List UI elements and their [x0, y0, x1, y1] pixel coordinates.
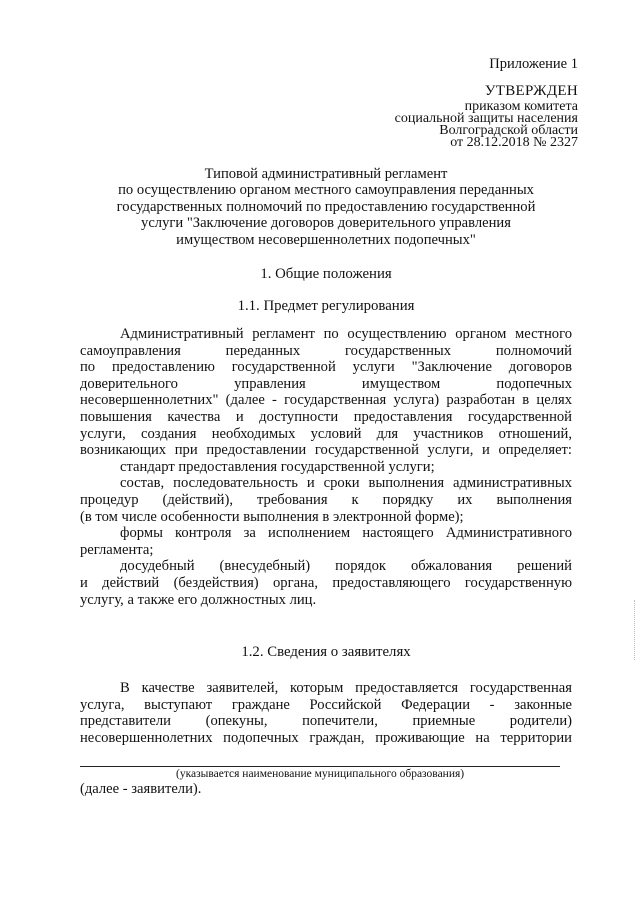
text-line: по предоставлению государственной услуги "Заключение договоров	[80, 359, 572, 376]
text-line: услугу, а также его должностных лиц.	[80, 591, 317, 608]
paragraph-subject	[80, 326, 572, 608]
document-title	[96, 166, 556, 248]
title-line: по осуществлению органом местного самоуправления переданных	[118, 182, 534, 199]
text-line: доверительного управления имуществом подопечных	[80, 375, 572, 392]
text-line: формы контроля за исполнением настоящего Административного	[120, 525, 572, 542]
text-line: услуга, выступают граждане Российской Федерации - законные	[80, 696, 572, 713]
text-line: состав, последовательность и сроки выполнения административных	[120, 475, 572, 492]
text-line: (в том числе особенности выполнения в электронной форме);	[80, 508, 464, 525]
approval-line-3: Волгоградской области	[439, 123, 578, 138]
text-line: повышения качества и доступности предоставления государственной	[80, 408, 572, 425]
title-line: государственных полномочий по предоставлению государственной	[116, 198, 536, 215]
fill-in-underline	[80, 766, 560, 767]
title-line: услуги "Заключение договоров доверительного управления	[141, 215, 511, 232]
title-line: имуществом несовершеннолетних подопечных"	[176, 231, 476, 248]
title-line: Типовой административный регламент	[204, 166, 448, 182]
paragraph-applicants	[80, 680, 572, 746]
approved-stamp-text: УТВЕРЖДЕН	[484, 83, 578, 99]
approval-line-2: социальной защиты населения	[394, 111, 578, 126]
text-line: и действий (бездействия) органа, предоставляющего государственную	[80, 574, 572, 591]
text-line: самоуправления переданных государственных полномочий	[80, 342, 572, 359]
section-1-2-heading: 1.2. Сведения о заявителях	[241, 644, 411, 660]
approval-line-4: от 28.12.2018 № 2327	[450, 135, 578, 150]
text-line: досудебный (внесудебный) порядок обжалования решений	[120, 558, 572, 575]
text-line: В качестве заявителей, которым предоставляется государственная	[120, 680, 572, 696]
approval-block	[278, 0, 578, 160]
applicants-tail-text: (далее - заявители).	[80, 781, 202, 797]
text-line: возникающих при предоставлении государственной услуги, и определяет:	[80, 442, 572, 459]
text-line: услуги, создания необходимых условий для участников отношений,	[80, 425, 572, 442]
text-line: представители (опекуны, попечители, приемные родители)	[80, 713, 572, 730]
text-line: регламента;	[80, 541, 154, 558]
appendix-label: Приложение 1	[489, 56, 578, 72]
text-line: несовершеннолетних подопечных граждан, проживающие на территории	[80, 729, 572, 746]
scan-margin-mark	[634, 600, 637, 660]
text-line: Административный регламент по осуществлению органом местного	[120, 326, 572, 342]
approval-line-1: приказом комитета	[464, 99, 578, 114]
fill-in-caption: (указывается наименование муниципального образования)	[176, 768, 465, 780]
text-line: несовершеннолетних" (далее - государственная услуга) разработан в целях	[80, 392, 572, 409]
text-line: процедур (действий), требования к порядку их выполнения	[80, 491, 572, 508]
section-1-1-heading: 1.1. Предмет регулирования	[237, 298, 415, 314]
section-1-heading: 1. Общие положения	[260, 266, 392, 282]
text-line: стандарт предоставления государственной услуги;	[120, 458, 435, 475]
